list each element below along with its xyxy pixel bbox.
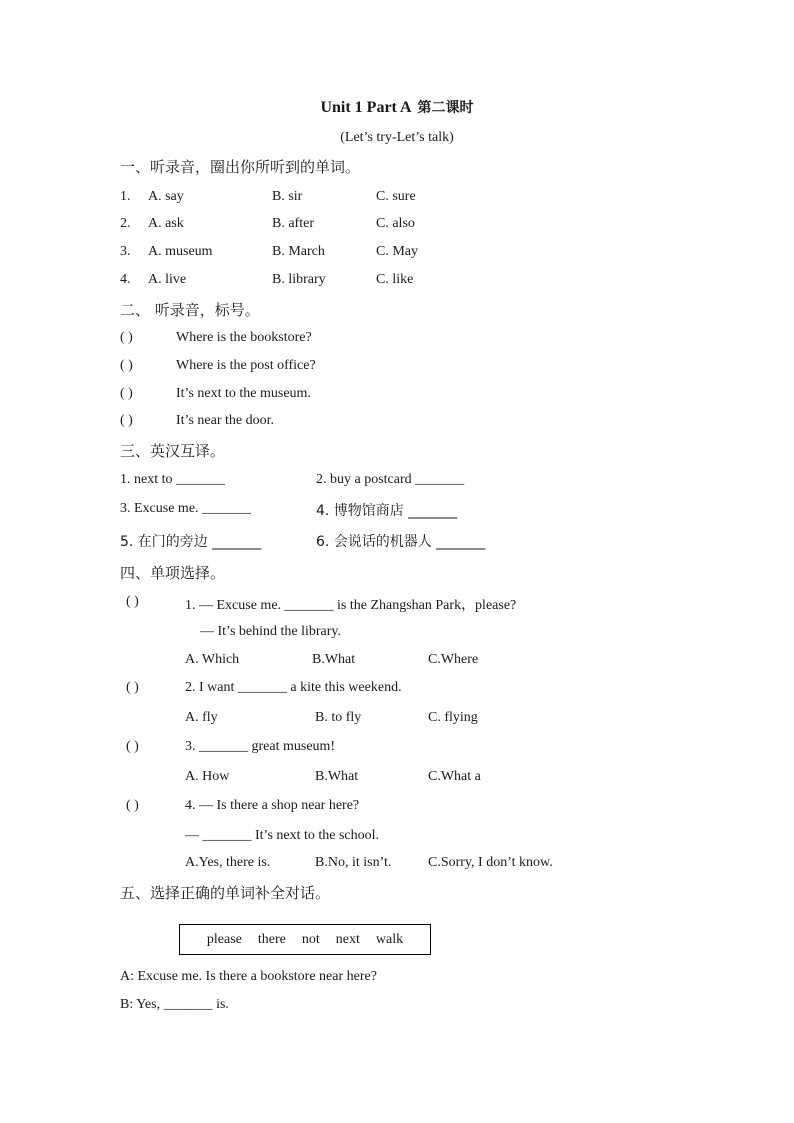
page-subtitle: (Let’s try-Let’s talk) — [340, 130, 454, 145]
option-c: C.Where — [428, 652, 479, 667]
option-a: A.Yes, there is. — [185, 855, 271, 870]
section-3-heading: 三、英汉互译。 — [120, 442, 226, 460]
word-bank — [179, 924, 431, 955]
answer-paren: ( ) — [120, 358, 133, 373]
translation-item: 6. 会说话的机器人 _______ — [316, 534, 486, 550]
list-item-number: 3. — [120, 244, 131, 259]
option-b: B. sir — [272, 189, 303, 204]
option-b: B.What — [315, 769, 359, 784]
word-bank-item: not — [301, 931, 320, 947]
option-a: A. live — [148, 272, 187, 287]
list-item-text: It’s next to the museum. — [176, 386, 311, 401]
option-a: A. How — [185, 769, 230, 784]
option-b: B. after — [272, 216, 314, 231]
translation-item: 2. buy a postcard _______ — [316, 472, 465, 487]
option-a: A. ask — [148, 216, 184, 231]
answer-paren: ( ) — [120, 330, 133, 345]
option-c: C. May — [376, 244, 418, 259]
section-2-heading: 二、 听录音，标号。 — [120, 301, 260, 319]
answer-paren: ( ) — [126, 680, 139, 695]
answer-paren: ( ) — [126, 594, 139, 609]
option-b: B. library — [272, 272, 326, 287]
translation-item: 1. next to _______ — [120, 472, 225, 487]
option-a: A. say — [148, 189, 184, 204]
option-b: B.No, it isn’t. — [315, 855, 392, 870]
section-4-heading: 四、单项选择。 — [120, 564, 226, 582]
option-a: A. fly — [185, 710, 218, 725]
option-c: C. flying — [428, 710, 478, 725]
option-b: B.What — [312, 652, 356, 667]
section-1-heading: 一、听录音，圈出你所听到的单词。 — [120, 158, 361, 176]
translation-item: 4. 博物馆商店 _______ — [316, 503, 458, 519]
translation-item: 5. 在门的旁边 _______ — [120, 534, 262, 550]
answer-paren: ( ) — [126, 798, 139, 813]
question-text: — It’s behind the library. — [200, 624, 342, 639]
list-item-number: 2. — [120, 216, 131, 231]
option-a: A. Which — [185, 652, 240, 667]
section-5-heading: 五、选择正确的单词补全对话。 — [120, 884, 331, 902]
list-item-text: It’s near the door. — [176, 413, 274, 428]
question-text: 2. I want _______ a kite this weekend. — [185, 680, 402, 695]
question-text: — _______ It’s next to the school. — [185, 828, 380, 843]
option-c: C. also — [376, 216, 415, 231]
list-item-number: 1. — [120, 189, 131, 204]
list-item-number: 4. — [120, 272, 131, 287]
answer-paren: ( ) — [126, 739, 139, 754]
dialogue-line: A: Excuse me. Is there a bookstore near here? — [120, 969, 377, 984]
dialogue-line: B: Yes, _______ is. — [120, 997, 229, 1012]
option-b: B. to fly — [315, 710, 362, 725]
option-c: C.What a — [428, 769, 481, 784]
translation-item: 3. Excuse me. _______ — [120, 501, 252, 516]
answer-paren: ( ) — [120, 386, 133, 401]
option-c: C.Sorry, I don’t know. — [428, 855, 553, 870]
question-text: 3. _______ great museum! — [185, 739, 336, 754]
option-c: C. like — [376, 272, 414, 287]
option-b: B. March — [272, 244, 325, 259]
option-c: C. sure — [376, 189, 416, 204]
list-item-text: Where is the post office? — [176, 358, 316, 373]
word-bank-item: walk — [375, 931, 404, 947]
list-item-text: Where is the bookstore? — [176, 330, 312, 345]
question-text: 4. — Is there a shop near here? — [185, 798, 360, 813]
word-bank-item: next — [335, 931, 360, 947]
word-bank-item: there — [257, 931, 286, 947]
answer-paren: ( ) — [120, 413, 133, 428]
option-a: A. museum — [148, 244, 213, 259]
question-text: 1. — Excuse me. _______ is the Zhangshan Park，please? — [185, 598, 517, 613]
word-bank-item: please — [206, 931, 242, 947]
page-title: Unit 1 Part A 第二课时 — [320, 99, 474, 116]
